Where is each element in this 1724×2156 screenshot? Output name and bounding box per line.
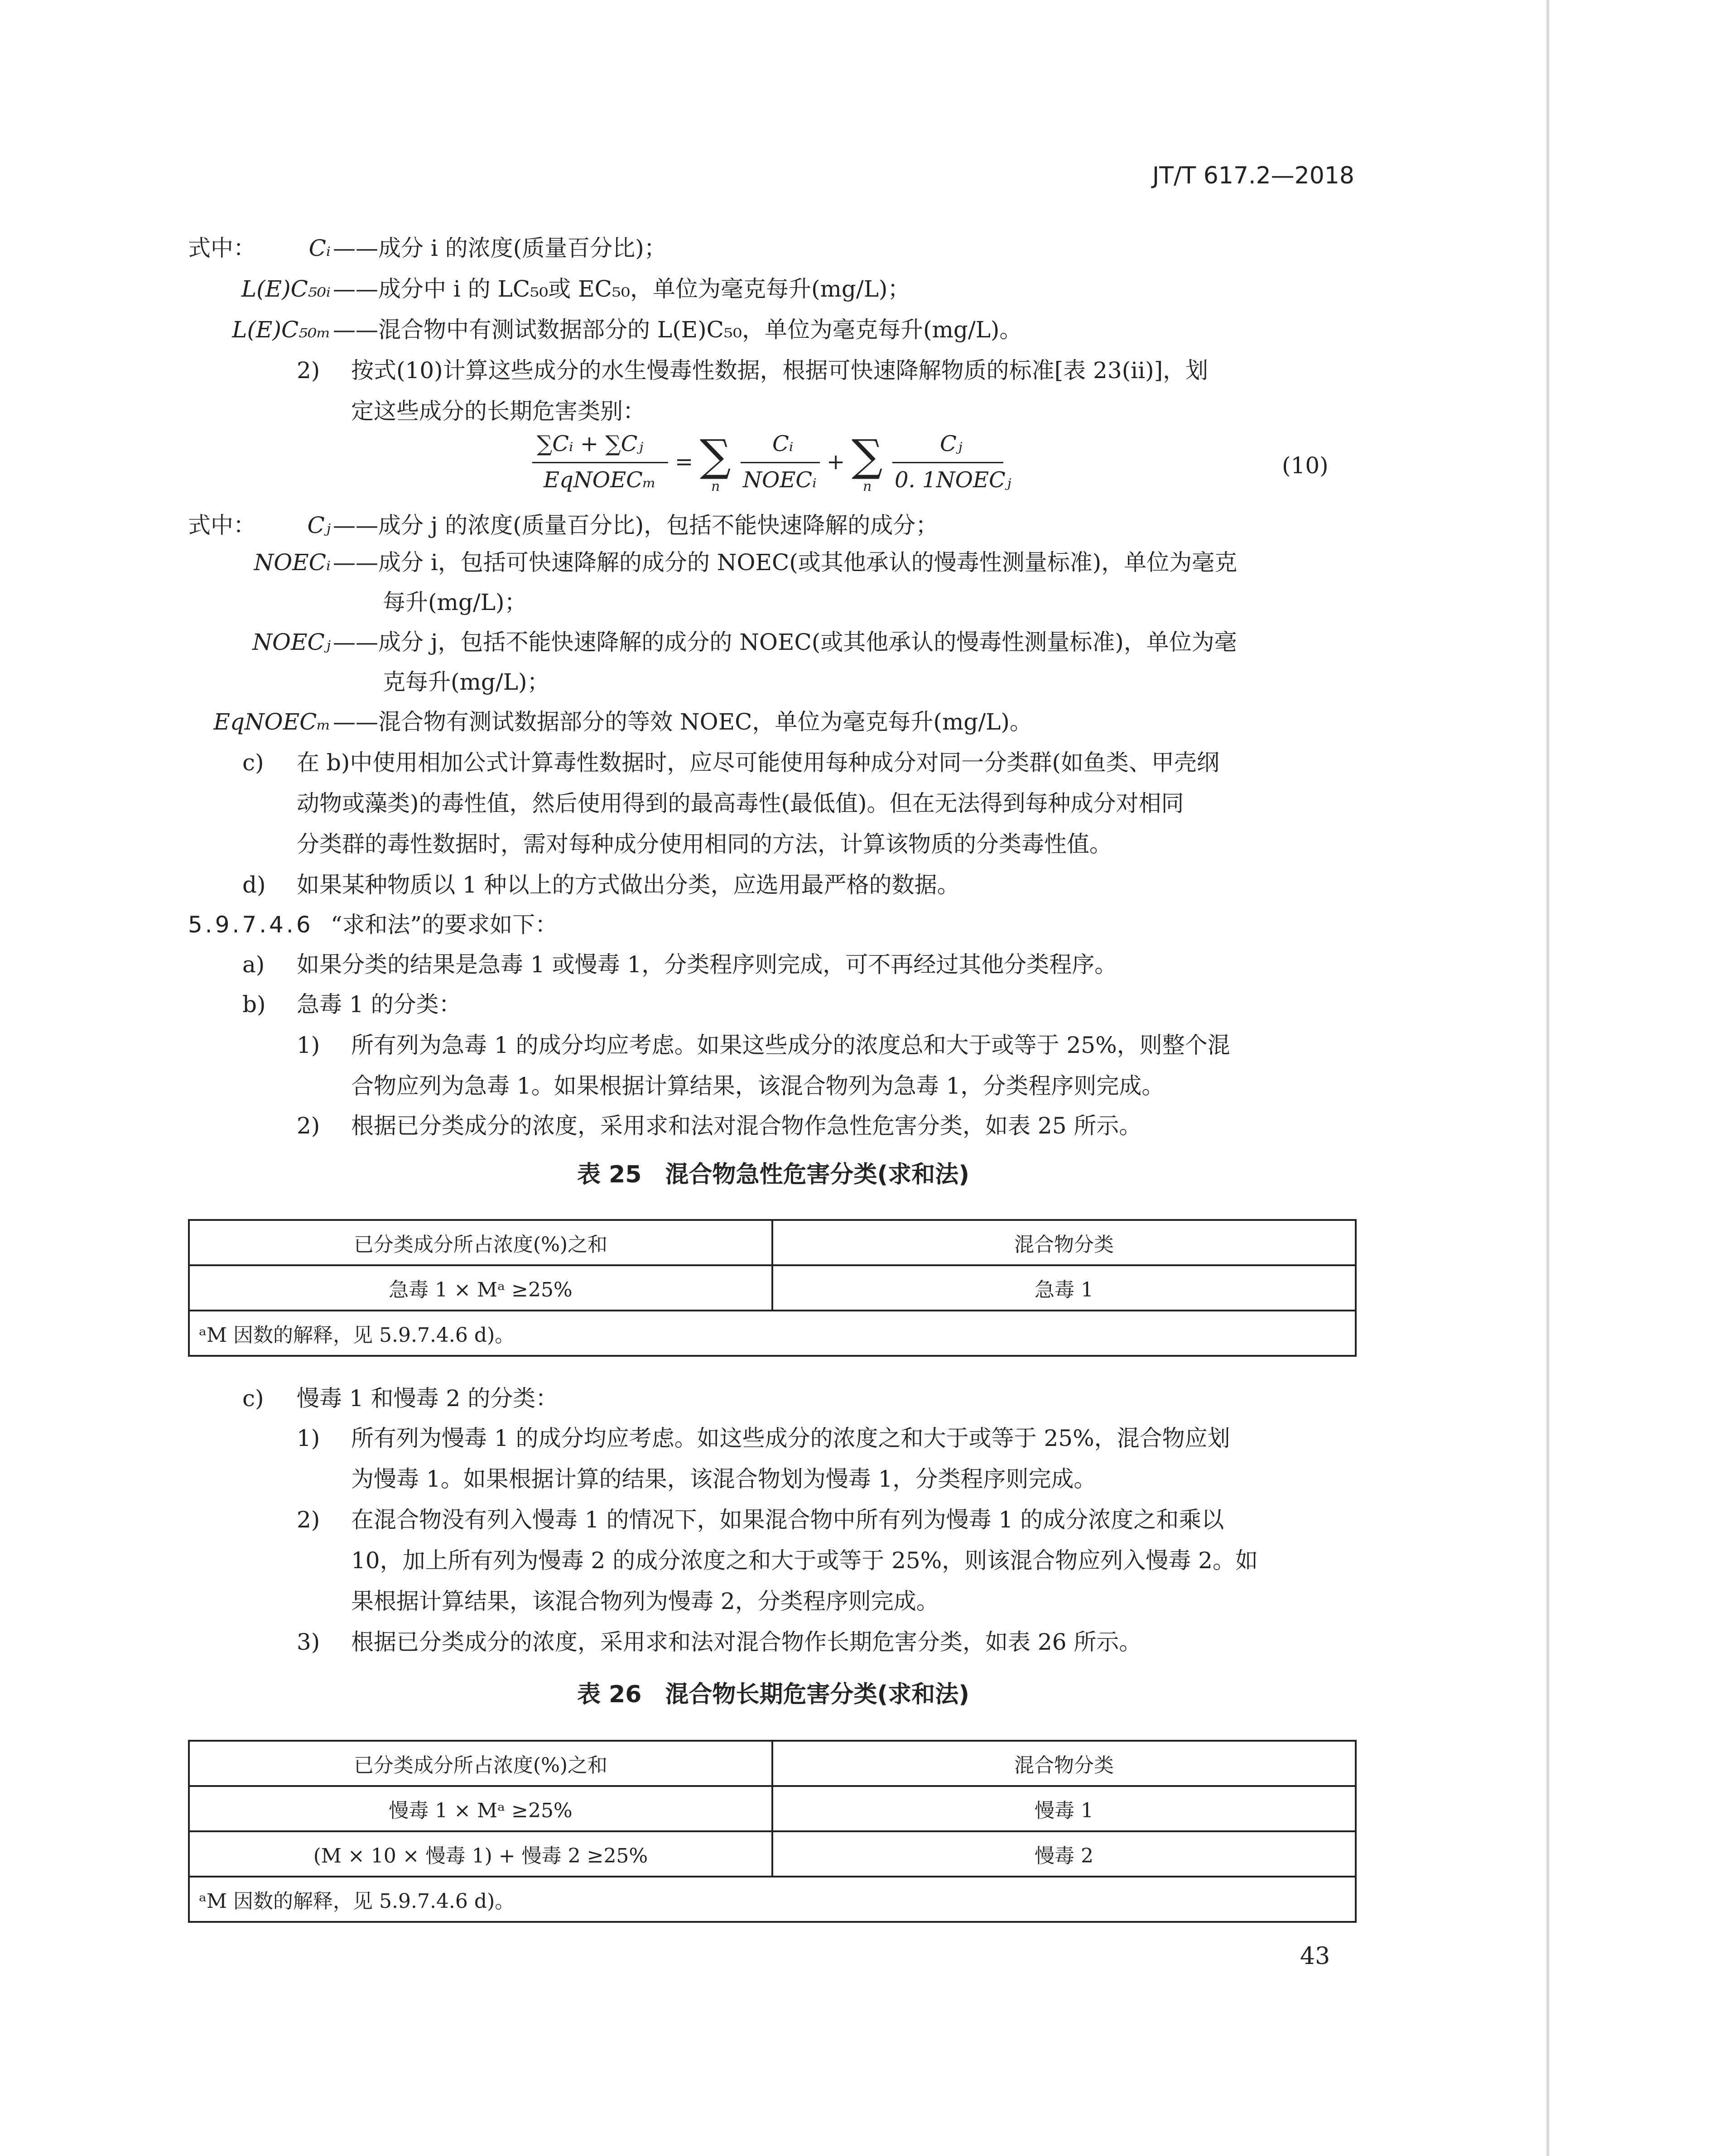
sum-item-c-1-line-1: 所有列为慢毒 1 的成分均应考虑。如这些成分的浓度之和大于或等于 25%，混合物应划 — [351, 1425, 1230, 1451]
sum-item-b-2-number: 2) — [297, 1113, 320, 1139]
sum-item-b-number: b) — [242, 991, 266, 1018]
table-row — [189, 1786, 1356, 1831]
sum-item-b-1-line-1: 所有列为急毒 1 的成分均应考虑。如果这些成分的浓度总和大于或等于 25%，则整个混 — [351, 1032, 1230, 1058]
item-c-line-2: 动物或藻类)的毒性值，然后使用得到的最高毒性(最低值)。但在无法得到每种成分对相同 — [297, 790, 1184, 816]
table-26-cell-condition-1: 慢毒 1 × Mᵃ ≥25% — [189, 1786, 772, 1831]
table-26-cell-condition-2: (M × 10 × 慢毒 1) + 慢毒 2 ≥25% — [189, 1831, 772, 1877]
definition-noecj-line-2: 克每升(mg/L)； — [383, 669, 550, 695]
formula-lhs-numerator: ∑Cᵢ + ∑Cⱼ — [537, 431, 644, 456]
definition-noeci-line-1: ——成分 i，包括可快速降解的成分的 NOEC(或其他承认的慢毒性测量标准)，单位为毫克 — [333, 549, 1238, 576]
symbol-noecj: NOECⱼ — [252, 629, 331, 655]
formula-term-2-denominator: 0. 1NOECⱼ — [895, 467, 1011, 493]
table-25-cell-class: 急毒 1 — [772, 1265, 1356, 1311]
table-26-header-concentration: 已分类成分所占浓度(%)之和 — [189, 1741, 772, 1786]
sum-item-b-1-line-2: 合物应列为急毒 1。如果根据计算结果，该混合物列为急毒 1，分类程序则完成。 — [351, 1073, 1165, 1099]
step-2-line-2: 定这些成分的长期危害类别： — [351, 398, 645, 424]
formula-sum-2-index: n — [863, 479, 872, 495]
table-25 — [188, 1219, 1357, 1357]
table-25-header-row — [189, 1220, 1356, 1265]
table-26-note-row — [189, 1877, 1356, 1922]
sum-item-c-3-line-1: 根据已分类成分的浓度，采用求和法对混合物作长期危害分类，如表 26 所示。 — [351, 1629, 1142, 1655]
step-2-line-1: 按式(10)计算这些成分的水生慢毒性数据，根据可快速降解物质的标准[表 23(ii)]，划 — [351, 357, 1209, 384]
item-d-line-1: 如果某种物质以 1 种以上的方式做出分类，应选用最严格的数据。 — [297, 872, 960, 898]
table-25-caption: 表 25 混合物急性危害分类(求和法) — [577, 1161, 969, 1188]
item-d-number: d) — [242, 872, 266, 898]
table-26-caption: 表 26 混合物长期危害分类(求和法) — [577, 1681, 969, 1708]
sum-item-c-1-line-2: 为慢毒 1。如果根据计算的结果，该混合物划为慢毒 1，分类程序则完成。 — [351, 1466, 1097, 1492]
definition-lec50m: ——混合物中有测试数据部分的 L(E)C₅₀，单位为毫克每升(mg/L)。 — [333, 317, 1022, 343]
formula-sum-1: ∑ — [700, 430, 731, 481]
symbol-eqnoecm: EqNOECₘ — [213, 709, 331, 735]
symbol-ci: Cᵢ — [308, 235, 331, 261]
section-title: “求和法”的要求如下： — [331, 912, 558, 938]
formula-term-1-denominator: NOECᵢ — [743, 467, 817, 493]
formula-term-2-numerator: Cⱼ — [940, 431, 963, 456]
formula-number: (10) — [1282, 452, 1329, 479]
definition-noeci-line-2: 每升(mg/L)； — [383, 589, 527, 615]
symbol-cj: Cⱼ — [307, 512, 331, 538]
definition-eqnoecm: ——混合物有测试数据部分的等效 NOEC，单位为毫克每升(mg/L)。 — [333, 709, 1032, 735]
item-c-number: c) — [242, 749, 264, 776]
table-26-cell-class-1: 慢毒 1 — [772, 1786, 1356, 1831]
step-2-number: 2) — [297, 357, 320, 384]
where-lead-2: 式中： — [188, 512, 256, 538]
formula-equals: = — [675, 449, 693, 475]
table-row — [189, 1831, 1356, 1877]
sum-item-a-text: 如果分类的结果是急毒 1 或慢毒 1，分类程序则完成，可不再经过其他分类程序。 — [297, 951, 1117, 978]
sum-item-c-2-line-2: 10，加上所有列为慢毒 2 的成分浓度之和大于或等于 25%，则该混合物应列入慢毒 2。如 — [351, 1547, 1258, 1574]
formula-sum-2: ∑ — [852, 430, 883, 481]
formula-term-1-numerator: Cᵢ — [772, 431, 794, 456]
table-25-note-row — [189, 1311, 1356, 1356]
table-25-cell-condition: 急毒 1 × Mᵃ ≥25% — [189, 1265, 772, 1311]
sum-item-b-text: 急毒 1 的分类： — [297, 991, 462, 1018]
section-number: 5.9.7.4.6 — [188, 912, 313, 938]
table-26-cell-class-2: 慢毒 2 — [772, 1831, 1356, 1877]
page-edge-divider — [1546, 0, 1549, 2156]
standard-code-header: JT/T 617.2—2018 — [1152, 162, 1354, 189]
formula-lhs-denominator: EqNOECₘ — [544, 467, 656, 493]
sum-item-c-text: 慢毒 1 和慢毒 2 的分类： — [297, 1385, 559, 1412]
table-25-header-classification: 混合物分类 — [772, 1220, 1356, 1265]
formula-plus: + — [827, 449, 845, 475]
sum-item-b-2-line-1: 根据已分类成分的浓度，采用求和法对混合物作急性危害分类，如表 25 所示。 — [351, 1113, 1142, 1139]
sum-item-c-2-line-3: 果根据计算结果，该混合物列为慢毒 2，分类程序则完成。 — [351, 1588, 939, 1614]
definition-noecj-line-1: ——成分 j，包括不能快速降解的成分的 NOEC(或其他承认的慢毒性测量标准)，单位为毫 — [333, 629, 1237, 655]
table-26 — [188, 1740, 1357, 1923]
symbol-lec50m: L(E)C₅₀ₘ — [232, 317, 331, 343]
table-26-header-row — [189, 1741, 1356, 1786]
table-25-footnote: ᵃM 因数的解释，见 5.9.7.4.6 d)。 — [189, 1311, 1356, 1356]
sum-item-a-number: a) — [242, 951, 265, 978]
definition-lec50i: ——成分中 i 的 LC₅₀或 EC₅₀，单位为毫克每升(mg/L)； — [333, 276, 910, 302]
page-number: 43 — [1300, 1943, 1330, 1970]
formula-term-2-fraction-bar — [892, 462, 1003, 463]
table-26-header-classification: 混合物分类 — [772, 1741, 1356, 1786]
formula-sum-1-index: n — [711, 479, 720, 495]
table-25-header-concentration: 已分类成分所占浓度(%)之和 — [189, 1220, 772, 1265]
table-26-footnote: ᵃM 因数的解释，见 5.9.7.4.6 d)。 — [189, 1877, 1356, 1922]
where-lead-1: 式中： — [188, 235, 256, 261]
definition-ci: ——成分 i 的浓度(质量百分比)； — [333, 235, 667, 261]
sum-item-c-1-number: 1) — [297, 1425, 320, 1451]
symbol-lec50i: L(E)C₅₀ᵢ — [241, 276, 331, 302]
sum-item-c-2-number: 2) — [297, 1507, 320, 1533]
sum-item-c-2-line-1: 在混合物没有列入慢毒 1 的情况下，如果混合物中所有列为慢毒 1 的成分浓度之和乘以 — [351, 1507, 1224, 1533]
symbol-noeci: NOECᵢ — [254, 549, 331, 576]
sum-item-b-1-number: 1) — [297, 1032, 320, 1058]
sum-item-c-3-number: 3) — [297, 1629, 320, 1655]
formula-term-1-fraction-bar — [741, 462, 820, 463]
formula-10 — [532, 430, 1031, 507]
table-row — [189, 1265, 1356, 1311]
item-c-line-3: 分类群的毒性数据时，需对每种成分使用相同的方法，计算该物质的分类毒性值。 — [297, 831, 1112, 857]
item-c-line-1: 在 b)中使用相加公式计算毒性数据时，应尽可能使用每种成分对同一分类群(如鱼类、甲壳纲 — [297, 749, 1219, 776]
formula-lhs-fraction-bar — [532, 462, 668, 463]
definition-cj: ——成分 j 的浓度(质量百分比)，包括不能快速降解的成分； — [333, 512, 939, 538]
sum-item-c-number: c) — [242, 1385, 264, 1412]
